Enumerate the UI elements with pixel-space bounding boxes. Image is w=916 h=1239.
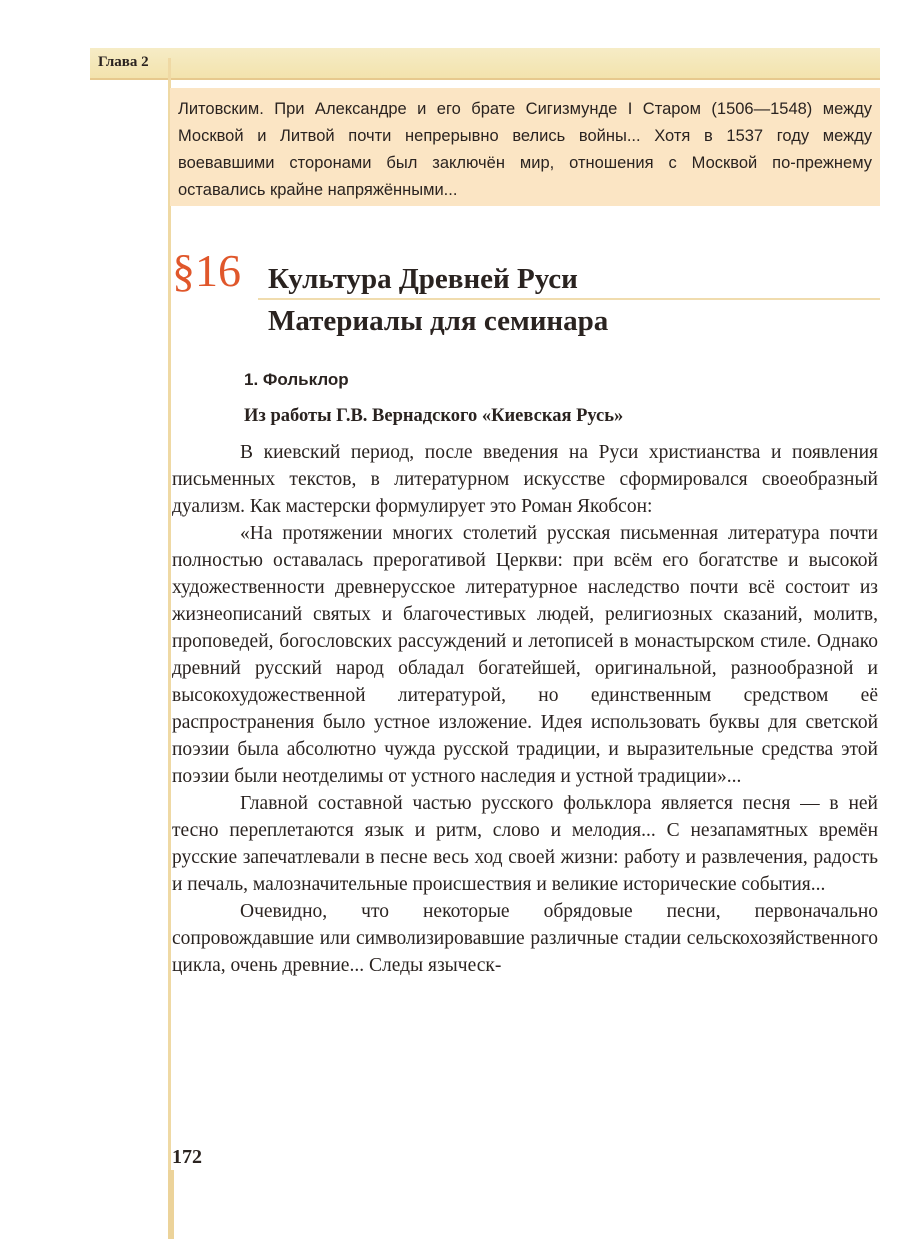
body-text	[172, 439, 878, 979]
subsection-heading: 1. Фольклор	[244, 370, 349, 389]
margin-rule-accent	[168, 1170, 174, 1239]
continuation-text: Литовским. При Александре и его брате Сигизмунде I Старом (1506—1548) между Москвой и Литвой почти непрерывно велись войны... Хотя в 1537 году между воевавшими сторонами был заключён мир, отношения с Москвой по-прежнему оставались крайне напряжёнными...	[178, 100, 872, 199]
page-number: 172	[172, 1146, 202, 1168]
section-number: §16	[172, 245, 241, 296]
source-heading: Из работы Г.В. Вернадского «Киевская Русь»	[244, 406, 624, 426]
paragraph: Главной составной частью русского фольклора является песня — в ней тесно переплетаются язык и ритм, слово и мелодия... С незапамятных времён русские запечатлевали в песне весь ход своей жизни: работу и развлечения, радость и печаль, малозначительные происшествия и великие исторические события...	[172, 793, 878, 895]
paragraph: Очевидно, что некоторые обрядовые песни, первоначально сопровождавшие или символизировавшие различные стадии сельскохозяйственного цикла, очень древние... Следы языческ-	[172, 901, 878, 976]
margin-rule	[168, 58, 171, 1239]
paragraph: В киевский период, после введения на Руси христианства и появления письменных текстов, в литературном искусстве сформировался своеобразный дуализм. Как мастерски формулирует это Роман Якобсон:	[172, 442, 878, 517]
paragraph: «На протяжении многих столетий русская письменная литература почти полностью оставалась прерогативой Церкви: при всём его богатстве и высокой художественности древнерусское литературное наследство почти всё состоит из жизнеописаний святых и благочестивых людей, религиозных сказаний, молитв, проповедей, богословских рассуждений и летописей в монастырском стиле. Однако древний русский народ обладал богатейшей, оригинальной, разнообразной и высокохудожественной литературой, но единственным средством её распространения было устное изложение. Идея использовать буквы для светской поэзии была абсолютно чужда русской традиции, и выразительные средства этой поэзии были неотделимы от устного наследия и устной традиции»...	[172, 523, 878, 787]
chapter-label: Глава 2	[98, 54, 149, 70]
title-underline	[258, 298, 880, 300]
continuation-box	[170, 88, 880, 206]
section-title: Культура Древней Руси	[268, 263, 578, 295]
chapter-header-band	[90, 48, 880, 80]
section-subtitle: Материалы для семинара	[268, 305, 609, 337]
